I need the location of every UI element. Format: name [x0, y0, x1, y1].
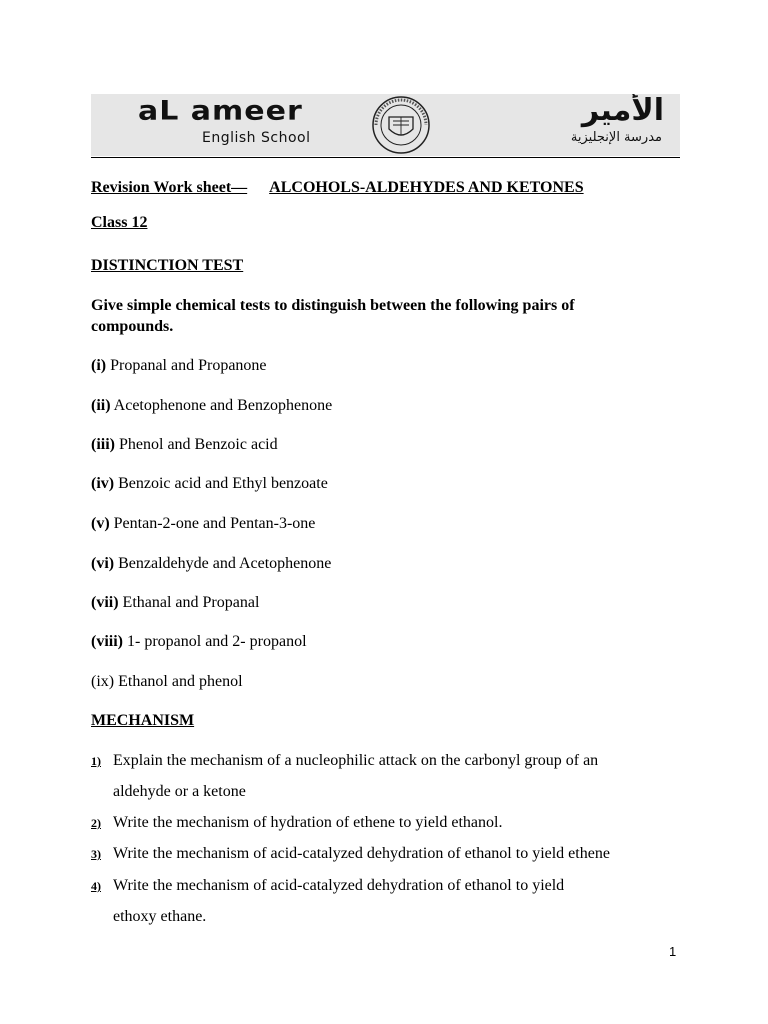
mechanism-text-continued: ethoxy ethane. [113, 908, 207, 925]
mechanism-number: 1) [91, 754, 101, 768]
school-logo-english: aL ameer [138, 95, 303, 127]
worksheet-title-prefix: Revision Work sheet— [91, 179, 248, 196]
mechanism-number: 4) [91, 879, 101, 893]
mechanism-number: 3) [91, 847, 101, 861]
list-item: (vi) Benzaldehyde and Acetophenone [91, 555, 332, 572]
school-logo-arabic: الأمير [581, 94, 664, 128]
page-number: 1 [669, 944, 677, 959]
mechanism-text-continued: aldehyde or a ketone [113, 783, 246, 800]
list-item: (v) Pentan-2-one and Pentan-3-one [91, 515, 316, 532]
list-item: (ix) Ethanol and phenol [91, 673, 243, 690]
school-crest-icon [368, 95, 434, 155]
worksheet-title [91, 178, 584, 198]
list-item: (viii) 1- propanol and 2- propanol [91, 633, 307, 650]
list-item: (ii) Acetophenone and Benzophenone [91, 397, 333, 414]
mechanism-text: Write the mechanism of acid-catalyzed dehydration of ethanol to yield ethene [113, 845, 610, 862]
school-logo-arabic-subtitle: مدرسة الإنجليزية [570, 130, 662, 145]
section-heading-mechanism: MECHANISM [91, 712, 195, 729]
mechanism-number: 2) [91, 816, 101, 830]
school-logo-english-subtitle: English School [202, 130, 311, 146]
instruction-text-line1: Give simple chemical tests to distinguish between the following pairs of [91, 297, 575, 314]
mechanism-text: Explain the mechanism of a nucleophilic attack on the carbonyl group of an [113, 752, 599, 769]
list-item: (vii) Ethanal and Propanal [91, 594, 260, 611]
class-label: Class 12 [91, 214, 148, 231]
school-letterhead [91, 94, 680, 156]
mechanism-text: Write the mechanism of hydration of ethene to yield ethanol. [113, 814, 503, 831]
list-item: (iii) Phenol and Benzoic acid [91, 436, 278, 453]
mechanism-text: Write the mechanism of acid-catalyzed dehydration of ethanol to yield [113, 877, 565, 894]
worksheet-title-topic: ALCOHOLS-ALDEHYDES AND KETONES [269, 179, 584, 196]
list-item: (i) Propanal and Propanone [91, 357, 267, 374]
header-divider [91, 157, 680, 158]
section-heading-distinction: DISTINCTION TEST [91, 257, 244, 274]
instruction-text-line2: compounds. [91, 318, 174, 335]
list-item: (iv) Benzoic acid and Ethyl benzoate [91, 475, 328, 492]
